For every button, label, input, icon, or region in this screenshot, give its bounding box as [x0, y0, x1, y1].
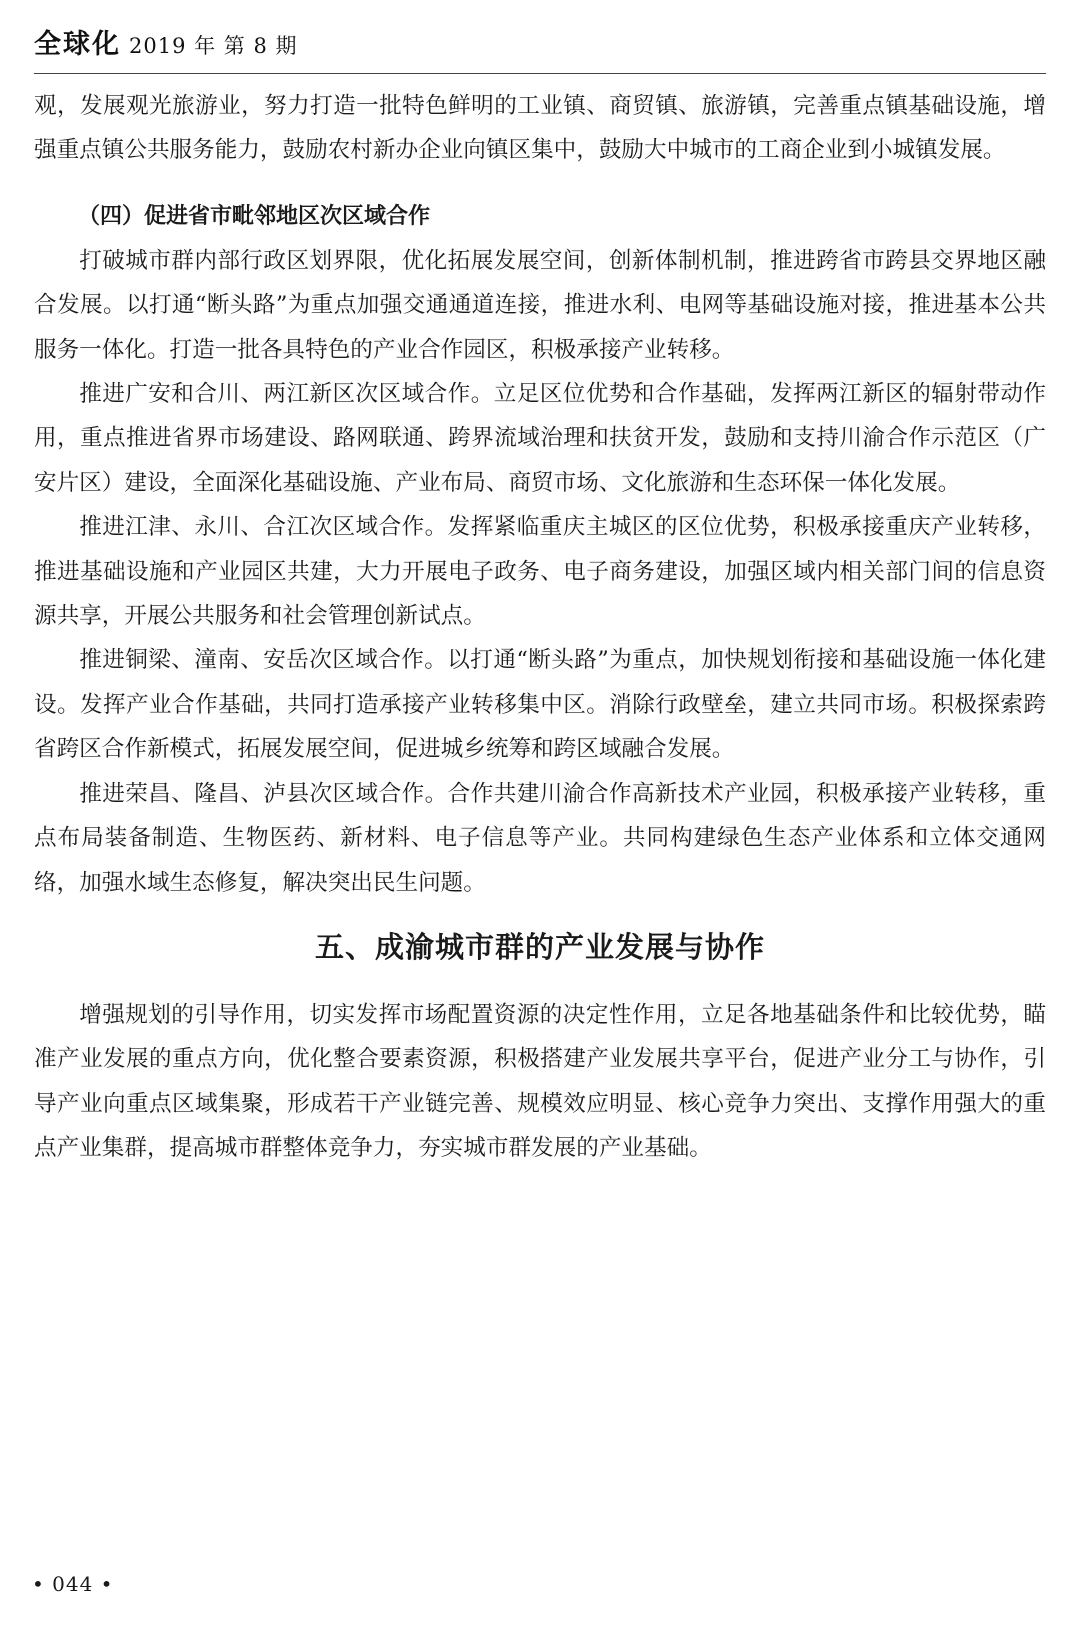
paragraph: 增强规划的引导作用，切实发挥市场配置资源的决定性作用，立足各地基础条件和比较优势，瞄准产业发展的重点方向，优化整合要素资源，积极搭建产业发展共享平台，促进产业分工与协作，引导产业向重点区域集聚，形成若干产业链完善、规模效应明显、核心竞争力突出、支撑作用强大的重点产业集群，提高城市群整体竞争力，夯实城市群发展的产业基础。	[34, 1001, 1046, 1162]
paragraph: 推进广安和合川、两江新区次区域合作。立足区位优势和合作基础，发挥两江新区的辐射带动作用，重点推进省界市场建设、路网联通、跨界流域治理和扶贫开发，鼓励和支持川渝合作示范区（广安片区）建设，全面深化基础设施、产业布局、商贸市场、文化旅游和生态环保一体化发展。	[34, 381, 1046, 496]
section-heading: 五、成渝城市群的产业发展与协作	[314, 929, 765, 964]
subsection-heading: （四）促进省市毗邻地区次区域合作	[78, 203, 431, 229]
journal-name: 全球化	[34, 29, 121, 60]
page-number: • 044 •	[32, 1572, 114, 1596]
article-body	[34, 84, 1046, 1171]
paragraph-continued: 观，发展观光旅游业，努力打造一批特色鲜明的工业镇、商贸镇、旅游镇，完善重点镇基础设施，增强重点镇公共服务能力，鼓励农村新办企业向镇区集中，鼓励大中城市的工商企业到小城镇发展。	[34, 93, 1046, 164]
paragraph: 推进荣昌、隆昌、泸县次区域合作。合作共建川渝合作高新技术产业园，积极承接产业转移，重点布局装备制造、生物医药、新材料、电子信息等产业。共同构建绿色生态产业体系和立体交通网络，加强水域生态修复，解决突出民生问题。	[34, 780, 1046, 896]
issue-info: 2019 年 第 8 期	[129, 34, 298, 58]
running-header	[34, 22, 298, 58]
paragraph: 打破城市群内部行政区划界限，优化拓展发展空间，创新体制机制，推进跨省市跨县交界地区融合发展。以打通“断头路”为重点加强交通通道连接，推进水利、电网等基础设施对接，推进基本公共服务一体化。打造一批各具特色的产业合作园区，积极承接产业转移。	[34, 247, 1046, 363]
header-divider	[34, 73, 1046, 74]
paragraph: 推进铜梁、潼南、安岳次区域合作。以打通“断头路”为重点，加快规划衔接和基础设施一体化建设。发挥产业合作基础，共同打造承接产业转移集中区。消除行政壁垒，建立共同市场。积极探索跨省跨区合作新模式，拓展发展空间，促进城乡统筹和跨区域融合发展。	[34, 647, 1046, 763]
paragraph: 推进江津、永川、合江次区域合作。发挥紧临重庆主城区的区位优势，积极承接重庆产业转移，推进基础设施和产业园区共建，大力开展电子政务、电子商务建设，加强区域内相关部门间的信息资源共享，开展公共服务和社会管理创新试点。	[34, 514, 1046, 630]
